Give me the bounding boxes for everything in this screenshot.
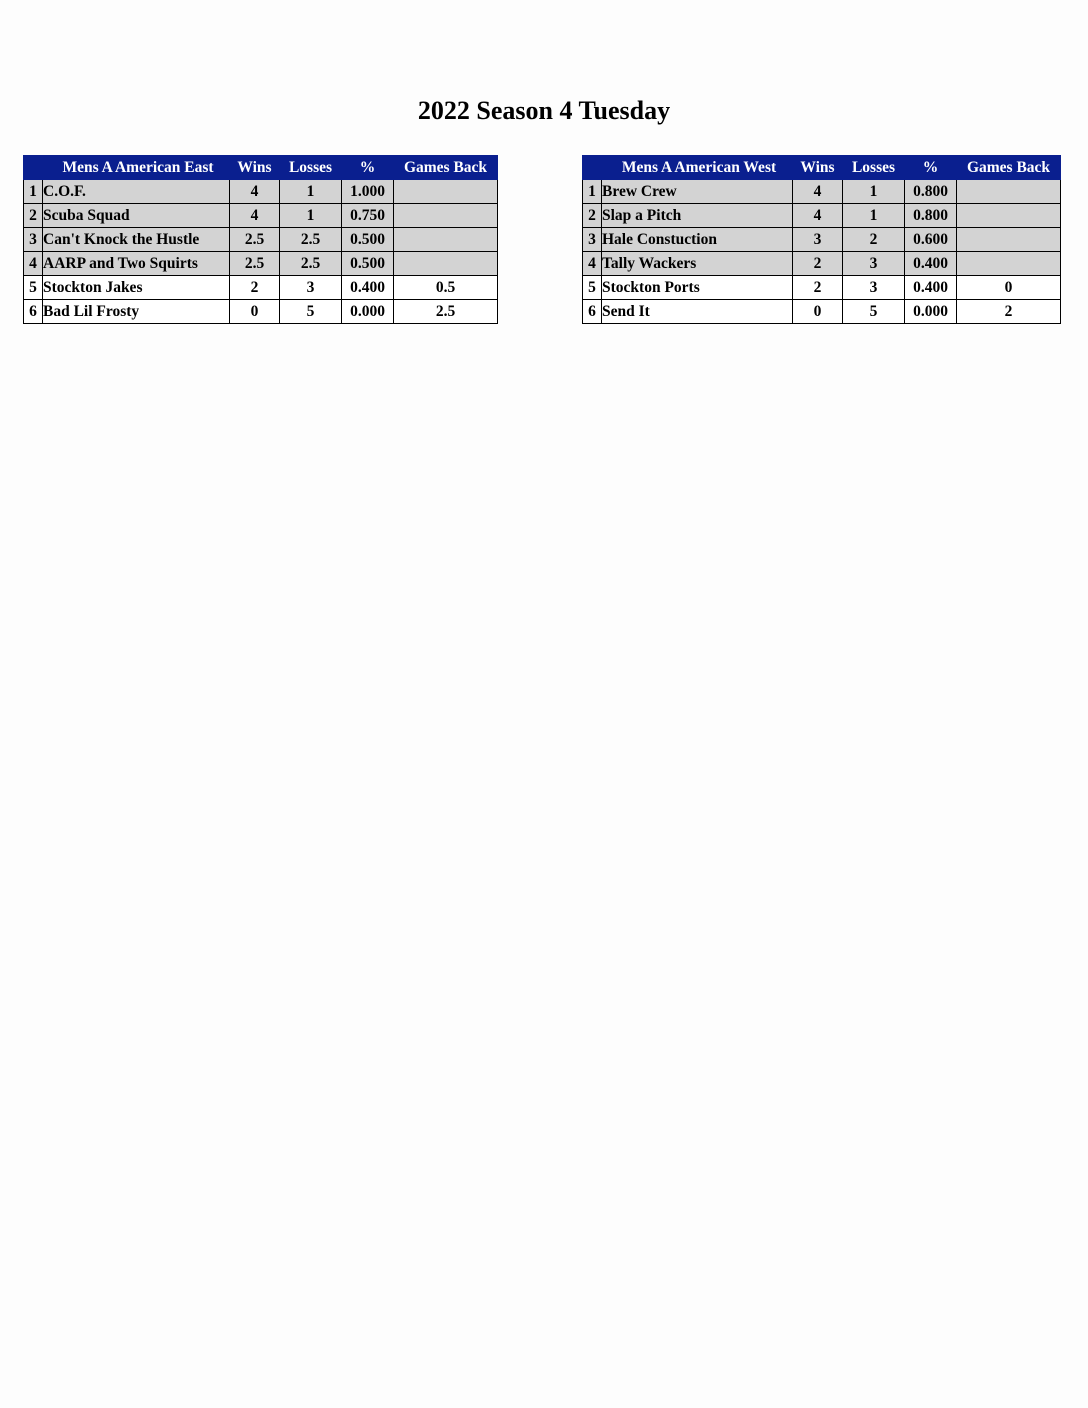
games-back-cell — [957, 180, 1061, 204]
team-cell: AARP and Two Squirts — [43, 252, 230, 276]
wins-header: Wins — [793, 156, 843, 180]
page-title: 2022 Season 4 Tuesday — [417, 96, 671, 125]
losses-header: Losses — [280, 156, 342, 180]
team-cell: Stockton Ports — [602, 276, 793, 300]
header-row — [24, 156, 498, 180]
games-back-cell — [957, 204, 1061, 228]
table-row — [24, 180, 498, 204]
table-row — [24, 276, 498, 300]
team-cell: Brew Crew — [602, 180, 793, 204]
losses-cell: 3 — [843, 252, 905, 276]
table-row — [583, 204, 1061, 228]
wins-cell: 2.5 — [230, 252, 280, 276]
wins-cell: 2 — [793, 252, 843, 276]
pct-header: % — [342, 156, 394, 180]
table-row — [24, 252, 498, 276]
header-row — [583, 156, 1061, 180]
games-back-cell — [957, 228, 1061, 252]
rank-cell: 5 — [24, 276, 43, 300]
team-cell: Bad Lil Frosty — [43, 300, 230, 324]
wins-cell: 2 — [230, 276, 280, 300]
losses-cell: 2.5 — [280, 252, 342, 276]
wins-cell: 0 — [793, 300, 843, 324]
games-back-header: Games Back — [394, 156, 498, 180]
rank-cell: 1 — [24, 180, 43, 204]
standings-table-west — [582, 155, 1061, 324]
team-cell: Stockton Jakes — [43, 276, 230, 300]
wins-cell: 4 — [793, 180, 843, 204]
games-back-cell: 2 — [957, 300, 1061, 324]
rank-cell: 4 — [583, 252, 602, 276]
wins-header: Wins — [230, 156, 280, 180]
pct-cell: 0.500 — [342, 228, 394, 252]
losses-cell: 1 — [280, 180, 342, 204]
rank-cell: 6 — [583, 300, 602, 324]
pct-cell: 0.400 — [905, 252, 957, 276]
games-back-cell — [957, 252, 1061, 276]
pct-cell: 1.000 — [342, 180, 394, 204]
team-cell: Slap a Pitch — [602, 204, 793, 228]
pct-header: % — [905, 156, 957, 180]
rank-cell: 5 — [583, 276, 602, 300]
pct-cell: 0.400 — [342, 276, 394, 300]
table-row — [583, 252, 1061, 276]
games-back-cell: 2.5 — [394, 300, 498, 324]
pct-cell: 0.800 — [905, 180, 957, 204]
rank-header — [583, 156, 602, 180]
team-cell: Hale Constuction — [602, 228, 793, 252]
losses-cell: 1 — [843, 180, 905, 204]
team-cell: Scuba Squad — [43, 204, 230, 228]
wins-cell: 0 — [230, 300, 280, 324]
games-back-cell: 0 — [957, 276, 1061, 300]
table-row — [583, 228, 1061, 252]
losses-cell: 1 — [280, 204, 342, 228]
losses-cell: 3 — [843, 276, 905, 300]
table-row — [24, 228, 498, 252]
standings-table-east — [23, 155, 498, 324]
games-back-cell — [394, 252, 498, 276]
rank-cell: 1 — [583, 180, 602, 204]
wins-cell: 2.5 — [230, 228, 280, 252]
losses-cell: 3 — [280, 276, 342, 300]
table-row — [24, 300, 498, 324]
games-back-cell — [394, 180, 498, 204]
table-row — [583, 180, 1061, 204]
games-back-cell — [394, 228, 498, 252]
rank-cell: 2 — [583, 204, 602, 228]
table-row — [583, 300, 1061, 324]
pct-cell: 0.400 — [905, 276, 957, 300]
team-cell: C.O.F. — [43, 180, 230, 204]
losses-cell: 2 — [843, 228, 905, 252]
rank-cell: 3 — [583, 228, 602, 252]
pct-cell: 0.800 — [905, 204, 957, 228]
games-back-cell: 0.5 — [394, 276, 498, 300]
pct-cell: 0.000 — [342, 300, 394, 324]
pct-cell: 0.500 — [342, 252, 394, 276]
wins-cell: 4 — [230, 204, 280, 228]
losses-cell: 5 — [843, 300, 905, 324]
rank-cell: 2 — [24, 204, 43, 228]
pct-cell: 0.000 — [905, 300, 957, 324]
wins-cell: 4 — [230, 180, 280, 204]
games-back-cell — [394, 204, 498, 228]
wins-cell: 2 — [793, 276, 843, 300]
team-cell: Can't Knock the Hustle — [43, 228, 230, 252]
losses-header: Losses — [843, 156, 905, 180]
wins-cell: 4 — [793, 204, 843, 228]
rank-cell: 3 — [24, 228, 43, 252]
table-row — [24, 204, 498, 228]
pct-cell: 0.750 — [342, 204, 394, 228]
rank-header — [24, 156, 43, 180]
division-name: Mens A American West — [602, 156, 793, 180]
team-cell: Tally Wackers — [602, 252, 793, 276]
table-row — [583, 276, 1061, 300]
team-cell: Send It — [602, 300, 793, 324]
rank-cell: 4 — [24, 252, 43, 276]
wins-cell: 3 — [793, 228, 843, 252]
losses-cell: 2.5 — [280, 228, 342, 252]
pct-cell: 0.600 — [905, 228, 957, 252]
rank-cell: 6 — [24, 300, 43, 324]
losses-cell: 5 — [280, 300, 342, 324]
losses-cell: 1 — [843, 204, 905, 228]
division-name: Mens A American East — [43, 156, 230, 180]
games-back-header: Games Back — [957, 156, 1061, 180]
